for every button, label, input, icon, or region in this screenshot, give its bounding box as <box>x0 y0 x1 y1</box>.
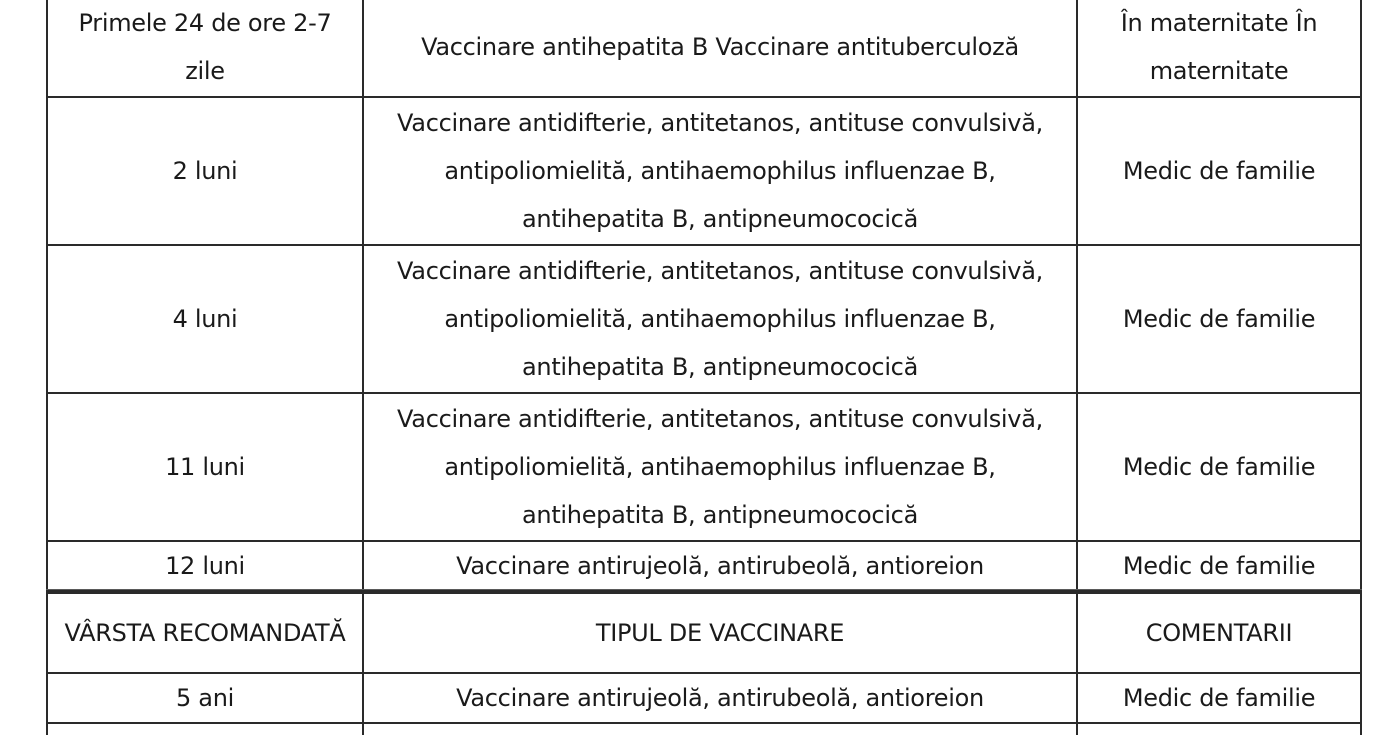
comment-cell <box>1077 97 1361 245</box>
age-text-line: Primele 24 de ore 2-7 <box>78 9 332 37</box>
table-divider <box>46 589 1362 590</box>
age-text-line: 4 luni <box>172 305 238 333</box>
comment-cell <box>1077 541 1361 591</box>
age-text-line: 12 luni <box>165 552 245 580</box>
table-row <box>47 541 1361 591</box>
vaccine-text-line: antihepatita B, antipneumococică <box>522 205 918 233</box>
comment-cell <box>1077 245 1361 393</box>
comment-text-line: În maternitate În <box>1120 9 1318 37</box>
vaccine-text-line: antihepatita B, antipneumococică <box>522 353 918 381</box>
vaccine-cell <box>363 393 1077 541</box>
vaccine-cell <box>363 0 1077 97</box>
vaccine-text-line: antipoliomielită, antihaemophilus influenzae B, <box>444 305 996 333</box>
column-header-age: VÂRSTA RECOMANDATĂ <box>47 593 363 673</box>
comment-text-line: Medic de familie <box>1122 552 1316 580</box>
column-header-comment: COMENTARII <box>1077 593 1361 673</box>
age-cell: 5 ani <box>47 673 363 723</box>
age-cell <box>47 97 363 245</box>
table-row <box>47 0 1361 97</box>
age-cell <box>47 393 363 541</box>
vaccine-cell: Vaccinare antirujeolă, antirubeolă, antioreion <box>363 673 1077 723</box>
vaccine-text-line: Vaccinare antidifterie, antitetanos, antituse convulsivă, <box>397 109 1043 137</box>
vaccination-schedule-table-continued <box>46 0 1362 592</box>
age-cell <box>47 245 363 393</box>
vaccine-cell <box>363 245 1077 393</box>
comment-cell <box>1077 0 1361 97</box>
age-cell <box>47 723 363 735</box>
vaccine-text-line: antipoliomielită, antihaemophilus influenzae B, <box>444 157 996 185</box>
table-row <box>47 393 1361 541</box>
comment-text-line: Medic de familie <box>1122 305 1316 333</box>
vaccine-cell <box>363 97 1077 245</box>
comment-cell <box>1077 393 1361 541</box>
vaccine-text-line: antipoliomielită, antihaemophilus influenzae B, <box>444 453 996 481</box>
age-text-line: zile <box>185 57 225 85</box>
comment-text-line: maternitate <box>1149 57 1289 85</box>
comment-cell: Medic de familie <box>1077 673 1361 723</box>
table-row <box>47 97 1361 245</box>
vaccine-text-line: antihepatita B, antipneumococică <box>522 501 918 529</box>
vaccination-schedule-table <box>46 592 1362 735</box>
vaccine-text-line: Vaccinare antidifterie, antitetanos, antituse convulsivă, <box>397 405 1043 433</box>
age-text-line: 2 luni <box>172 157 238 185</box>
table-header-row <box>47 593 1361 673</box>
age-cell <box>47 0 363 97</box>
vaccine-text-line: Vaccinare antirujeolă, antirubeolă, antioreion <box>456 552 984 580</box>
vaccine-text-line: Vaccinare antidifterie, antitetanos, antituse convulsivă, <box>397 257 1043 285</box>
table-row <box>47 673 1361 723</box>
table-row-cut-off <box>47 723 1361 735</box>
column-header-vaccine: TIPUL DE VACCINARE <box>363 593 1077 673</box>
table-row <box>47 245 1361 393</box>
vaccine-cell <box>363 723 1077 735</box>
vaccine-cell <box>363 541 1077 591</box>
comment-cell <box>1077 723 1361 735</box>
age-text-line: 11 luni <box>165 453 245 481</box>
vaccine-text-line: Vaccinare antihepatita B Vaccinare antituberculoză <box>421 33 1019 61</box>
comment-text-line: Medic de familie <box>1122 453 1316 481</box>
comment-text-line: Medic de familie <box>1122 157 1316 185</box>
age-cell <box>47 541 363 591</box>
